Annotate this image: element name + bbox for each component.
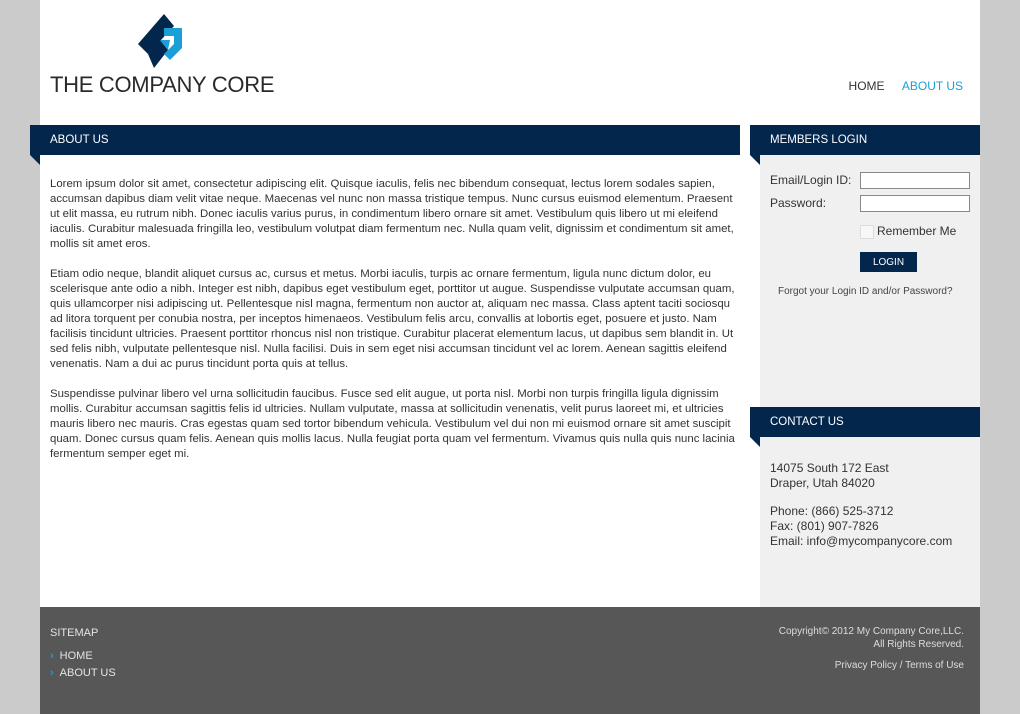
sidebar [760, 125, 980, 607]
login-title: MEMBERS LOGIN [770, 134, 868, 146]
contact-info [770, 461, 952, 549]
about-content [50, 177, 740, 477]
company-logo-icon[interactable] [130, 10, 192, 72]
main-nav [835, 79, 963, 93]
nav-home[interactable]: HOME [848, 79, 885, 93]
footer-link-label[interactable]: ABOUT US [59, 667, 116, 679]
company-name[interactable]: THE COMPANY CORE [50, 72, 275, 97]
footer-link-about-us[interactable] [50, 667, 116, 679]
header-fold [750, 437, 760, 447]
phone: Phone: (866) 525-3712 [770, 504, 894, 519]
remember-me-checkbox[interactable] [860, 225, 874, 239]
header-fold [30, 155, 40, 165]
paragraph: Etiam odio neque, blandit aliquet cursus ac, cursus et metus. Morbi iaculis, turpis ac ornare fermentum, ligula nunc dictum dolor, eu scelerisque ante odio a nibh. Integer est nibh, dapibus eget vestibulum eget, porttitor ut augue. Suspendisse vulputate accumsan quam, quis ullamcorper nisi adipiscing ut. Pellentesque nisl magna, fermentum non auctor at, aliquam nec massa. Class aptent taciti sociosqu ad litora torquent per conubia nostra, per inceptos himenaeos. Vestibulum felis arcu, convallis at lobortis eget, posuere et justo. Nam facilisis tincidunt ultricies. Praesent porttitor rhoncus nisl non tristique. Curabitur placerat elementum lacus, ut dapibus sem blandit in. Ut sed felis nibh, vulputate pellentesque nisl. Nulla facilisi. Duis in sem eget nisi accumsan tincidunt vel ac lorem. Aenean sagittis eleifend venenatis. Nam a dui ac purus tincidunt porta quis at tellus. [50, 268, 735, 370]
nav-about-us[interactable]: ABOUT US [901, 79, 963, 93]
page [40, 0, 980, 714]
copyright-line: All Rights Reserved. [873, 638, 964, 650]
email-label: Email/Login ID: [770, 173, 852, 187]
footer [40, 607, 980, 714]
chevron-right-icon: › [50, 667, 54, 679]
paragraph: Suspendisse pulvinar libero vel urna sollicitudin faucibus. Fusce sed elit augue, ut porta nisl. Morbi non turpis fringilla ligula dignissim mollis. Curabitur accumsan sagittis felis id ultricies. Nullam vulputate, massa at sollicitudin venenatis, velit purus laoreet mi, et ultricies mauris libero nec mauris. Cras egestas quam sed tortor bibendum vehicula. Vestibulum vel dui non mi euismod ornare sit amet suscipit quam. Donec cursus quam felis. Aenean quis mollis lacus. Nulla feugiat porta quam vel fermentum. Vivamus quis nulla quis nunc lacinia fermentum semper eget mi. [50, 388, 735, 460]
contact-header [750, 407, 980, 437]
about-header [30, 125, 740, 155]
footer-link-label[interactable]: HOME [59, 650, 93, 662]
copyright-line: Copyright© 2012 My Company Core,LLC. [778, 626, 964, 637]
remember-me-label[interactable]: Remember Me [877, 224, 957, 238]
email[interactable]: Email: info@mycompanycore.com [770, 533, 953, 548]
policy-links[interactable]: Privacy Policy / Terms of Use [834, 660, 964, 671]
copyright [779, 626, 964, 651]
contact-title: CONTACT US [770, 416, 844, 428]
header-fold [750, 155, 760, 165]
footer-link-home[interactable] [50, 650, 93, 662]
paragraph: Lorem ipsum dolor sit amet, consectetur adipiscing elit. Quisque iaculis, felis nec bibendum consequat, lectus lorem sodales sapien, accumsan dapibus diam velit vitae neque. Maecenas vel nunc non massa tristique tempus. Nunc cursus euismod elementum. Praesent ut elit massa, eu rutrum nibh. Donec iaculis varius purus, in condimentum libero ornare sit amet. Vestibulum quis libero ut mi eleifend iaculis. Curabitur malesuada fringilla leo, vestibulum volutpat diam fermentum nec. Nulla quam velit, dignissim et condimentum sit amet, mollis sit amet eros. [50, 178, 734, 250]
address-line: 14075 South 172 East [770, 461, 889, 475]
password-field[interactable] [860, 195, 970, 212]
chevron-right-icon: › [50, 650, 54, 662]
login-button[interactable]: LOGIN [860, 252, 917, 272]
address-line: Draper, Utah 84020 [770, 475, 875, 490]
forgot-password-link[interactable]: Forgot your Login ID and/or Password? [778, 286, 953, 297]
sitemap-title: SITEMAP [50, 627, 99, 639]
email-field[interactable] [860, 172, 970, 189]
login-header [750, 125, 980, 155]
password-label: Password: [770, 196, 827, 210]
about-title: ABOUT US [50, 134, 109, 146]
fax: Fax: (801) 907-7826 [770, 519, 879, 534]
